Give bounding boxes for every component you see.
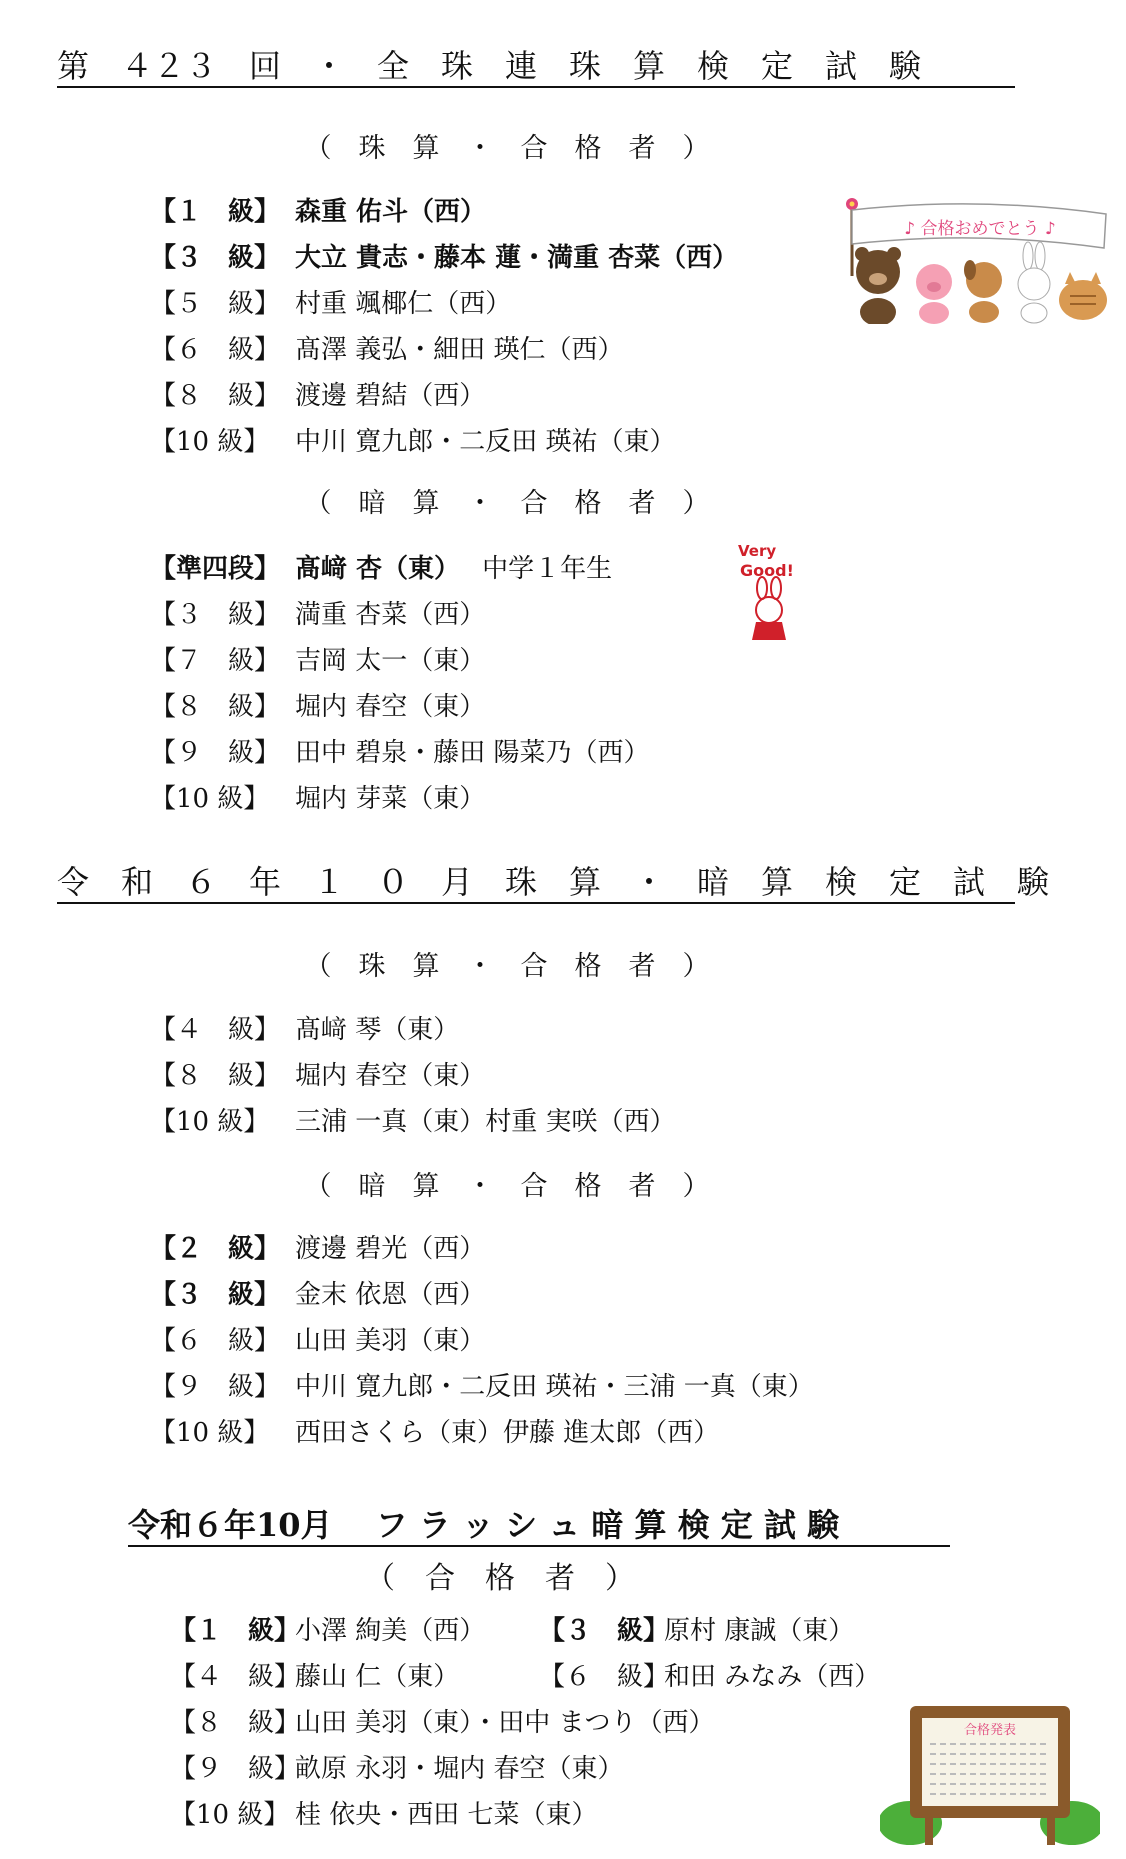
passer-names: 畝原 永羽・堀内 春空（東） [295, 1754, 624, 1784]
grade-label: 【３ 級】 [150, 243, 281, 273]
board-title: 合格発表 [963, 1723, 1017, 1738]
passer-names: 髙﨑 琴（東） [295, 1015, 460, 1045]
grade-label: 【準四段】 [150, 554, 281, 584]
grade-label: 【10 級】 [150, 427, 270, 457]
s1-anzan-row [150, 736, 650, 770]
grade-label: 【10 級】 [170, 1800, 290, 1830]
passer-names: 山田 美羽（東） [295, 1326, 486, 1356]
passer-names: 堀内 芽菜（東） [295, 784, 486, 814]
grade-label: 【８ 級】 [150, 692, 281, 722]
passer-names: 堀内 春空（東） [295, 1061, 486, 1091]
passer-names: 和田 みなみ（西） [664, 1662, 881, 1692]
grade-label: 【７ 級】 [150, 646, 281, 676]
grade-label: 【２ 級】 [150, 1234, 281, 1264]
s1-anzan-row [150, 644, 485, 678]
passer-names: 桂 依央・西田 七菜（東） [295, 1800, 598, 1830]
passer-names: 村重 颯椰仁（西） [295, 289, 512, 319]
dog-icon [964, 260, 1002, 323]
grade-label: 【６ 級】 [150, 335, 281, 365]
section2-shuzan-subhead: （ 珠 算 ・ 合 格 者 ） [304, 951, 710, 982]
s3-row [170, 1752, 624, 1786]
bear-icon [855, 247, 901, 324]
grade-label: 【９ 級】 [150, 1372, 281, 1402]
section1-anzan-subhead: （ 暗 算 ・ 合 格 者 ） [304, 488, 710, 519]
grade-note: 中学１年生 [482, 554, 613, 584]
s3-row [170, 1706, 715, 1740]
s1-shuzan-row [150, 195, 486, 229]
stamp-text-very: Very [738, 542, 777, 560]
passer-names: 満重 杏菜（西） [295, 600, 486, 630]
passer-names: 田中 碧泉・藤田 陽菜乃（西） [295, 738, 650, 768]
banner-text: ♪ 合格おめでとう ♪ [904, 219, 1056, 239]
grade-label: 【９ 級】 [170, 1754, 301, 1784]
pig-icon [916, 264, 952, 324]
passer-names: 三浦 一真（東）村重 実咲（西） [295, 1107, 676, 1137]
passer-names: 渡邊 碧結（西） [295, 381, 486, 411]
passer-names: 髙澤 義弘・細田 瑛仁（西） [295, 335, 624, 365]
s1-anzan-row [150, 782, 485, 816]
section1-title: 第 ４２３ 回 ・ 全 珠 連 珠 算 検 定 試 験 [57, 46, 1015, 88]
s1-shuzan-row [150, 379, 485, 413]
passer-names: 中川 寛九郎・二反田 瑛祐・三浦 一真（東） [295, 1372, 814, 1402]
passer-names: 渡邊 碧光（西） [295, 1234, 486, 1264]
grade-label: 【10 級】 [150, 784, 270, 814]
s3-row [170, 1660, 880, 1694]
passer-names: 堀内 春空（東） [295, 692, 486, 722]
grade-label: 【10 級】 [150, 1418, 270, 1448]
rabbit-icon [1018, 242, 1050, 323]
s2-anzan-row [150, 1324, 485, 1358]
s1-anzan-row [150, 690, 485, 724]
s1-shuzan-row [150, 425, 676, 459]
passer-names: 森重 佑斗（西） [295, 197, 487, 227]
passer-names: 中川 寛九郎・二反田 瑛祐（東） [295, 427, 676, 457]
grade-label: 【４ 級】 [170, 1662, 301, 1692]
s1-shuzan-row [150, 287, 511, 321]
grade-label: 【８ 級】 [150, 381, 281, 411]
stamp-text-good: Good! [740, 561, 794, 580]
passer-names: 大立 貴志・藤本 蓮・満重 杏菜（西） [295, 243, 739, 273]
grade-label: 【３ 級】 [539, 1616, 670, 1646]
section1-shuzan-subhead: （ 珠 算 ・ 合 格 者 ） [304, 133, 710, 164]
section3-subhead: （ 合 格 者 ） [365, 1561, 635, 1596]
s2-shuzan-row [150, 1013, 459, 1047]
grade-label: 【５ 級】 [150, 289, 281, 319]
passer-names: 吉岡 太一（東） [295, 646, 486, 676]
grade-label: 【８ 級】 [170, 1708, 301, 1738]
grade-label: 【10 級】 [150, 1107, 270, 1137]
s2-anzan-row [150, 1370, 814, 1404]
s1-shuzan-row [150, 333, 624, 367]
cat-icon [1059, 272, 1107, 320]
passer-names: 山田 美羽（東）・田中 まつり（西） [295, 1708, 715, 1738]
passer-names: 髙﨑 杏（東） [295, 554, 461, 584]
grade-label: 【６ 級】 [539, 1662, 670, 1692]
s1-shuzan-row [150, 241, 738, 275]
s1-anzan-row [150, 552, 612, 586]
grade-label: 【１ 級】 [170, 1616, 301, 1646]
passer-names: 金末 依恩（西） [295, 1280, 486, 1310]
very-good-stamp-icon [730, 536, 810, 646]
results-board-illustration [880, 1698, 1100, 1848]
grade-label: 【９ 級】 [150, 738, 281, 768]
passer-names: 西田さくら（東）伊藤 進太郎（西） [295, 1418, 720, 1448]
section2-anzan-subhead: （ 暗 算 ・ 合 格 者 ） [304, 1171, 710, 1202]
congratulations-animals-illustration [838, 192, 1110, 324]
grade-label: 【６ 級】 [150, 1326, 281, 1356]
s2-anzan-row [150, 1416, 719, 1450]
section2-title: 令 和 ６ 年 １ ０ 月 珠 算 ・ 暗 算 検 定 試 験 [57, 862, 1015, 904]
grade-label: 【４ 級】 [150, 1015, 281, 1045]
s1-anzan-row [150, 598, 485, 632]
passer-names: 藤山 仁（東） [295, 1662, 460, 1692]
grade-label: 【３ 級】 [150, 600, 281, 630]
passer-names: 原村 康誠（東） [664, 1616, 855, 1646]
s2-anzan-row [150, 1232, 485, 1266]
s2-anzan-row [150, 1278, 485, 1312]
passer-names: 小澤 絢美（西） [295, 1616, 486, 1646]
s3-row [170, 1798, 598, 1832]
grade-label: 【８ 級】 [150, 1061, 281, 1091]
grade-label: 【３ 級】 [150, 1280, 281, 1310]
s3-row [170, 1614, 854, 1648]
section3-title: 令和６年10月 フ ラ ッ シ ュ 暗 算 検 定 試 験 [128, 1505, 950, 1547]
s2-shuzan-row [150, 1105, 676, 1139]
grade-label: 【１ 級】 [150, 197, 281, 227]
s2-shuzan-row [150, 1059, 485, 1093]
